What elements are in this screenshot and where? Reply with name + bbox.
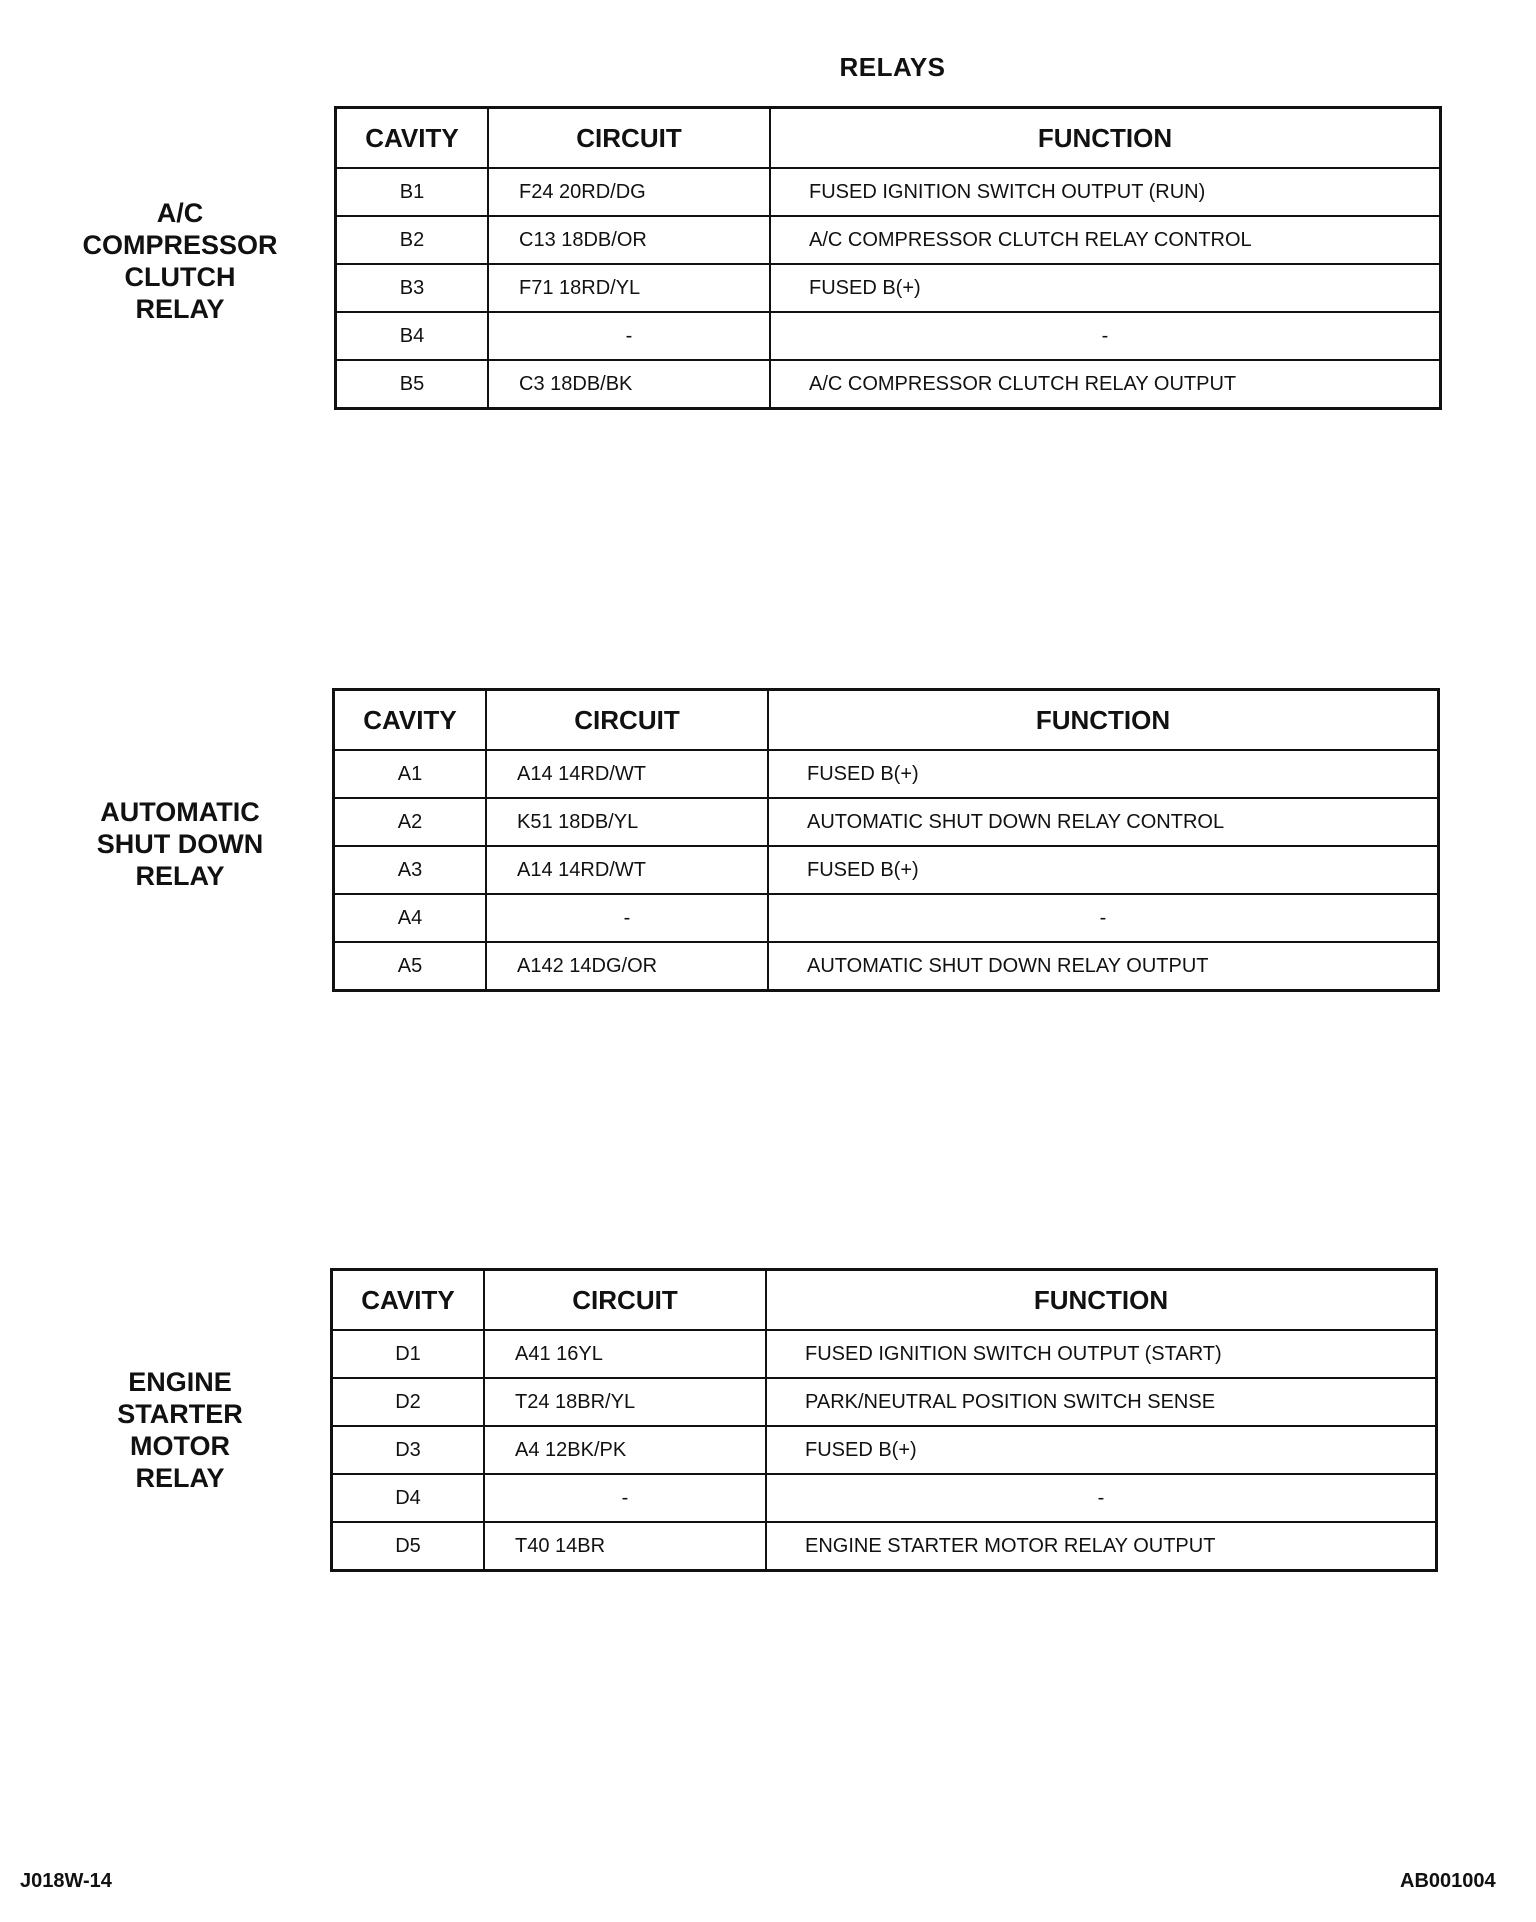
function-cell: - xyxy=(768,894,1439,942)
table-row xyxy=(336,264,1441,312)
circuit-cell: T24 18BR/YL xyxy=(484,1378,766,1426)
cavity-cell: B2 xyxy=(336,216,489,264)
page-title: RELAYS xyxy=(839,52,946,82)
header-cavity: CAVITY xyxy=(334,690,487,751)
header-circuit: CIRCUIT xyxy=(486,690,768,751)
header-cavity: CAVITY xyxy=(336,108,489,169)
circuit-cell: A14 14RD/WT xyxy=(486,750,768,798)
table-row xyxy=(332,1378,1437,1426)
cavity-cell: D3 xyxy=(332,1426,485,1474)
table-row xyxy=(334,894,1439,942)
cavity-cell: B4 xyxy=(336,312,489,360)
figure-code-left: J018W-14 xyxy=(20,1870,112,1892)
table-row xyxy=(334,798,1439,846)
relay-table-engine-starter-motor xyxy=(330,1268,1438,1572)
relay-label-ac-compressor-clutch xyxy=(80,197,280,325)
function-cell: FUSED B(+) xyxy=(770,264,1441,312)
circuit-cell: C3 18DB/BK xyxy=(488,360,770,409)
relay-label-line: RELAY xyxy=(135,861,225,891)
header-circuit: CIRCUIT xyxy=(484,1270,766,1331)
relay-label-line: A/C xyxy=(156,198,204,228)
circuit-cell: T40 14BR xyxy=(484,1522,766,1571)
relay-label-line: RELAY xyxy=(135,1463,225,1493)
cavity-cell: D1 xyxy=(332,1330,485,1378)
table-row xyxy=(332,1426,1437,1474)
cavity-cell: D5 xyxy=(332,1522,485,1571)
relay-table-automatic-shut-down xyxy=(332,688,1440,992)
cavity-cell: D4 xyxy=(332,1474,485,1522)
function-cell: ENGINE STARTER MOTOR RELAY OUTPUT xyxy=(766,1522,1437,1571)
function-cell: FUSED IGNITION SWITCH OUTPUT (RUN) xyxy=(770,168,1441,216)
relay-label-line: CLUTCH xyxy=(124,262,236,292)
cavity-cell: A2 xyxy=(334,798,487,846)
relay-table-ac-compressor-clutch xyxy=(334,106,1442,410)
circuit-cell: F71 18RD/YL xyxy=(488,264,770,312)
relay-label-engine-starter-motor xyxy=(80,1366,280,1494)
header-circuit: CIRCUIT xyxy=(488,108,770,169)
table-row xyxy=(334,750,1439,798)
header-function: FUNCTION xyxy=(770,108,1441,169)
circuit-cell: F24 20RD/DG xyxy=(488,168,770,216)
table-header-row xyxy=(334,690,1439,751)
table-header-row xyxy=(332,1270,1437,1331)
function-cell: A/C COMPRESSOR CLUTCH RELAY CONTROL xyxy=(770,216,1441,264)
relay-label-line: SHUT DOWN xyxy=(96,829,264,859)
relay-label-line: STARTER xyxy=(117,1399,243,1429)
table-row xyxy=(332,1522,1437,1571)
cavity-cell: D2 xyxy=(332,1378,485,1426)
circuit-cell: A142 14DG/OR xyxy=(486,942,768,991)
relay-label-line: ENGINE xyxy=(128,1367,232,1397)
relay-label-line: RELAY xyxy=(135,294,225,324)
circuit-cell: A14 14RD/WT xyxy=(486,846,768,894)
header-cavity: CAVITY xyxy=(332,1270,485,1331)
cavity-cell: B3 xyxy=(336,264,489,312)
table-row xyxy=(336,168,1441,216)
cavity-cell: A1 xyxy=(334,750,487,798)
function-cell: FUSED B(+) xyxy=(768,750,1439,798)
cavity-cell: A4 xyxy=(334,894,487,942)
cavity-cell: A3 xyxy=(334,846,487,894)
circuit-cell: C13 18DB/OR xyxy=(488,216,770,264)
function-cell: FUSED IGNITION SWITCH OUTPUT (START) xyxy=(766,1330,1437,1378)
circuit-cell: - xyxy=(486,894,768,942)
table-row xyxy=(332,1330,1437,1378)
function-cell: A/C COMPRESSOR CLUTCH RELAY OUTPUT xyxy=(770,360,1441,409)
function-cell: - xyxy=(766,1474,1437,1522)
header-function: FUNCTION xyxy=(766,1270,1437,1331)
table-row xyxy=(336,360,1441,409)
function-cell: FUSED B(+) xyxy=(766,1426,1437,1474)
relay-label-line: AUTOMATIC xyxy=(100,797,260,827)
function-cell: PARK/NEUTRAL POSITION SWITCH SENSE xyxy=(766,1378,1437,1426)
table-header-row xyxy=(336,108,1441,169)
relay-label-line: MOTOR xyxy=(130,1431,230,1461)
table-row xyxy=(332,1474,1437,1522)
relay-label-line: COMPRESSOR xyxy=(82,230,278,260)
table-row xyxy=(336,216,1441,264)
function-cell: AUTOMATIC SHUT DOWN RELAY OUTPUT xyxy=(768,942,1439,991)
cavity-cell: A5 xyxy=(334,942,487,991)
circuit-cell: A41 16YL xyxy=(484,1330,766,1378)
function-cell: AUTOMATIC SHUT DOWN RELAY CONTROL xyxy=(768,798,1439,846)
circuit-cell: A4 12BK/PK xyxy=(484,1426,766,1474)
cavity-cell: B1 xyxy=(336,168,489,216)
table-row xyxy=(336,312,1441,360)
circuit-cell: - xyxy=(488,312,770,360)
table-row xyxy=(334,942,1439,991)
relay-label-automatic-shut-down xyxy=(80,796,280,892)
figure-code-right: AB001004 xyxy=(1400,1870,1496,1892)
circuit-cell: - xyxy=(484,1474,766,1522)
function-cell: FUSED B(+) xyxy=(768,846,1439,894)
header-function: FUNCTION xyxy=(768,690,1439,751)
function-cell: - xyxy=(770,312,1441,360)
table-row xyxy=(334,846,1439,894)
cavity-cell: B5 xyxy=(336,360,489,409)
circuit-cell: K51 18DB/YL xyxy=(486,798,768,846)
